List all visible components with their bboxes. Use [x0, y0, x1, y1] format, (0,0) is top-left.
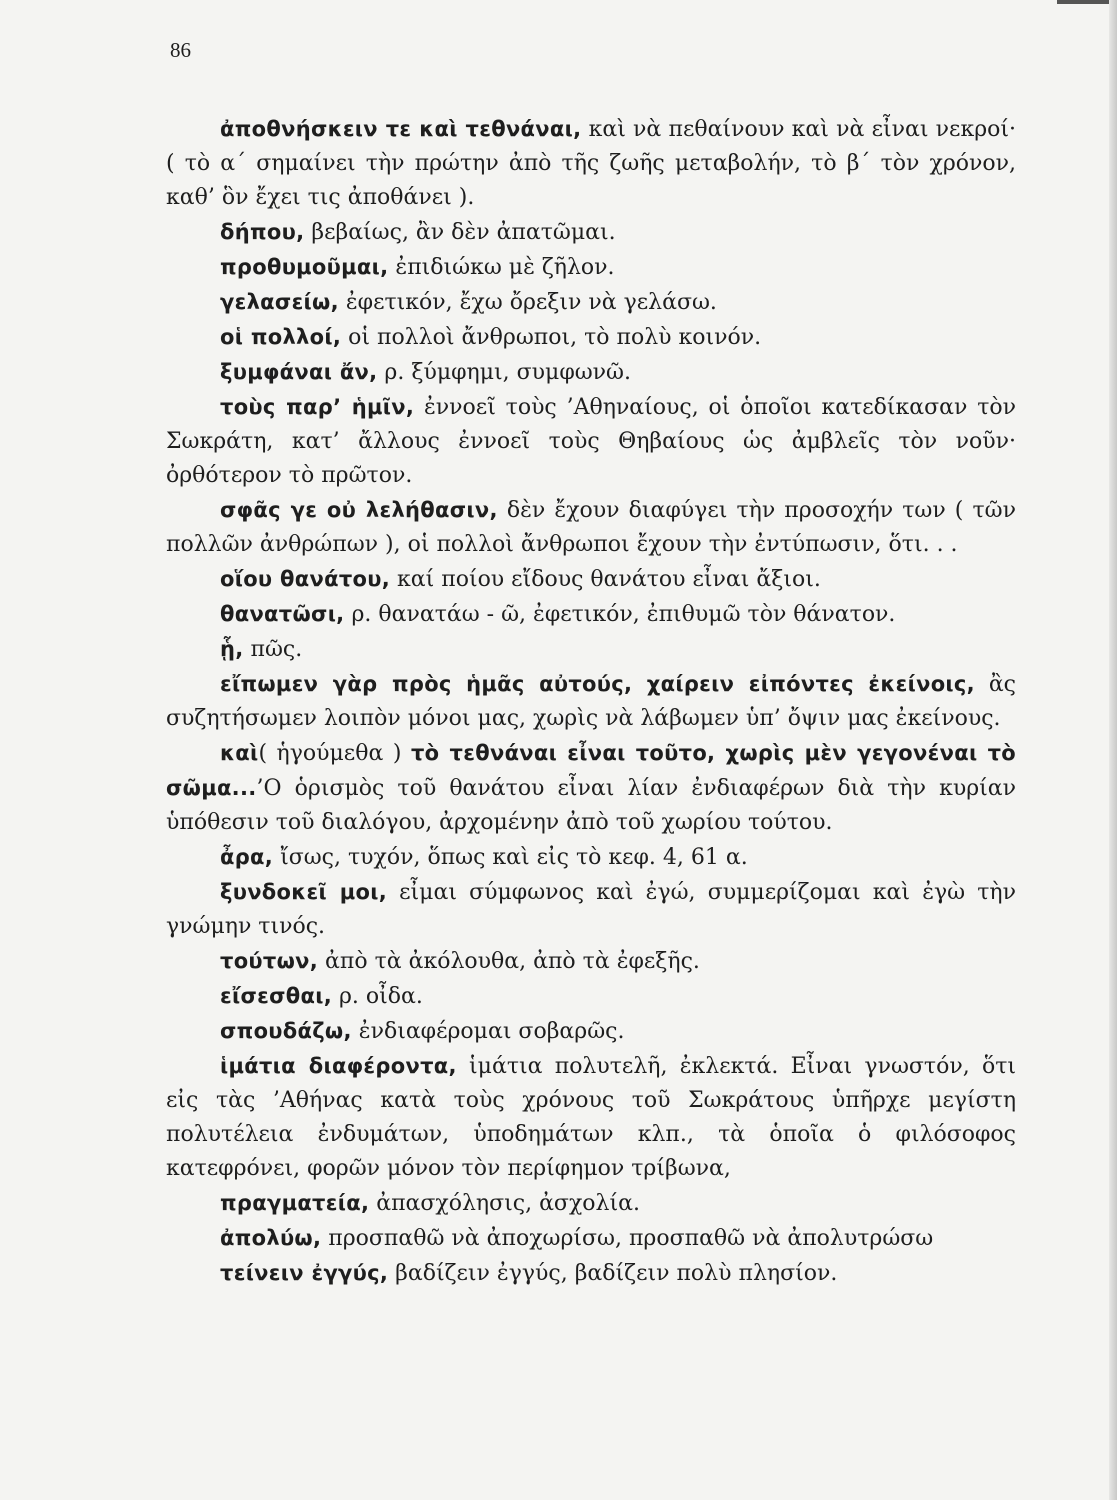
- glossary-entry: [166, 493, 1016, 562]
- glossary-entry: [166, 215, 1016, 250]
- gloss: βεβαίως, ἂν δὲν ἀπατῶμαι.: [304, 220, 616, 245]
- gloss: ἴσως, τυχόν, ὅπως καὶ εἰς τὸ κεφ. 4, 61 α.: [273, 845, 748, 870]
- lemma: ἱμάτια διαφέροντα,: [220, 1054, 457, 1078]
- lemma: ἀποθνήσκειν τε καὶ τεθνάναι,: [220, 117, 582, 141]
- lemma: προθυμοῦμαι,: [220, 255, 389, 279]
- glossary-entry: [166, 250, 1016, 285]
- gloss: ἐνδιαφέρομαι σοβαρῶς.: [351, 1019, 625, 1044]
- glossary-entry: [166, 390, 1016, 493]
- lemma: ᾗ,: [220, 637, 244, 661]
- glossary-entry: [166, 840, 1016, 875]
- glossary-entry: [166, 562, 1016, 597]
- glossary-entry: [166, 875, 1016, 944]
- glossary-entry: [166, 597, 1016, 632]
- glossary-entry: [166, 632, 1016, 667]
- gloss: οἱ πολλοὶ ἄνθρωποι, τὸ πολὺ κοινόν.: [341, 325, 762, 350]
- lemma: οἱ πολλοί,: [220, 325, 342, 349]
- gloss: ἐπιδιώκω μὲ ζῆλον.: [388, 255, 615, 280]
- lemma: καὶ: [220, 741, 259, 765]
- lemma: τείνειν ἐγγύς,: [220, 1261, 389, 1285]
- gloss: εἶμαι σύμφωνος καὶ ἐγώ, συμμερίζομαι καὶ ἐγὼ τὴν γνώμην τινός.: [166, 880, 1016, 939]
- lemma: δήπου,: [220, 220, 305, 244]
- lemma: τοὺς παρ’ ἡμῖν,: [220, 395, 415, 419]
- glossary-entry: [166, 320, 1016, 355]
- lemma: ξυμφάναι ἄν,: [220, 360, 378, 384]
- lemma: οἵου θανάτου,: [220, 567, 391, 591]
- gloss: ἐφετικόν, ἔχω ὄρεξιν νὰ γελάσω.: [338, 290, 717, 315]
- gloss: καί ποίου εἴδους θανάτου εἶναι ἄξιοι.: [390, 567, 821, 592]
- gloss: ἂς συζητήσωμεν λοιπὸν μόνοι μας, χωρὶς νὰ λάβωμεν ὑπ’ ὄψιν μας ἐκείνους.: [166, 672, 1016, 731]
- glossary-entry: [166, 1049, 1016, 1186]
- gloss: ’Ο ὁρισμὸς τοῦ θανάτου εἶναι λίαν ἐνδιαφέρων διὰ τὴν κυρίαν ὑπόθεσιν τοῦ διαλόγου, ἀρχομένην ἀπὸ τοῦ χωρίου τούτου.: [166, 776, 1016, 835]
- page-edge-top: [1057, 0, 1117, 4]
- glossary-entry: [166, 1221, 1016, 1256]
- glossary-entry: [166, 736, 1016, 840]
- lemma: θανατῶσι,: [220, 602, 345, 626]
- gloss: πῶς.: [243, 637, 303, 662]
- glossary-entry: [166, 944, 1016, 979]
- glossary-text: [166, 112, 1016, 1291]
- glossary-entry: [166, 1186, 1016, 1221]
- glossary-entry: [166, 355, 1016, 390]
- lemma: γελασείω,: [220, 290, 339, 314]
- lemma: ἀπολύω,: [220, 1226, 322, 1250]
- page-number: 86: [170, 38, 191, 62]
- gloss: ἀπασχόλησις, ἀσχολία.: [369, 1191, 640, 1216]
- gloss: ρ. οἶδα.: [332, 984, 423, 1009]
- gloss: προσπαθῶ νὰ ἀποχωρίσω, προσπαθῶ νὰ ἀπολυτρώσω: [321, 1226, 934, 1251]
- lemma: ξυνδοκεῖ μοι,: [220, 880, 387, 904]
- gloss: ( ἡγούμεθα ): [258, 741, 411, 766]
- lemma: εἴπωμεν γὰρ πρὸς ἡμᾶς αὐτούς, χαίρειν εἰπόντες ἐκείνοις,: [220, 672, 975, 696]
- gloss: καὶ νὰ πεθαίνουν καὶ νὰ εἶναι νεκροί· ( τὸ α΄ σημαίνει τὴν πρώτην ἀπὸ τῆς ζωῆς μεταβολήν, τὸ β΄ τὸν χρόνον, καθ’ ὃν ἔχει τις ἀποθάνει ).: [166, 117, 1016, 210]
- lemma: ἆρα,: [220, 845, 274, 869]
- gloss: ρ. θανατάω - ῶ, ἐφετικόν, ἐπιθυμῶ τὸν θάνατον.: [344, 602, 896, 627]
- gloss: ἱμάτια πολυτελῆ, ἐκλεκτά. Εἶναι γνωστόν, ὅτι εἰς τὰς ’Αθήνας κατὰ τοὺς χρόνους τοῦ Σωκράτους ὑπῆρχε μεγίστη πολυτέλεια ἐνδυμάτων, ὑποδημάτων κλπ., τὰ ὁποῖα ὁ φιλόσοφος κατεφρόνει, φορῶν μόνον τὸν περίφημον τρίβωνα,: [166, 1054, 1016, 1181]
- lemma: πραγματεία,: [220, 1191, 370, 1215]
- lemma: εἴσεσθαι,: [220, 984, 332, 1008]
- gloss: ἀπὸ τὰ ἀκόλουθα, ἀπὸ τὰ ἐφεξῆς.: [318, 949, 700, 974]
- lemma: τὸ τεθνάναι εἶναι τοῦτο, χωρὶς μὲν γεγονέναι τὸ σῶμα...: [166, 741, 1017, 800]
- lemma: τούτων,: [220, 949, 319, 973]
- page-edge-right: [1109, 0, 1117, 1500]
- glossary-entry: [166, 285, 1016, 320]
- glossary-entry: [166, 112, 1016, 215]
- lemma: σπουδάζω,: [220, 1019, 352, 1043]
- gloss: ρ. ξύμφημι, συμφωνῶ.: [377, 360, 631, 385]
- glossary-entry: [166, 667, 1016, 736]
- gloss: βαδίζειν ἐγγύς, βαδίζειν πολὺ πλησίον.: [388, 1261, 838, 1286]
- glossary-entry: [166, 1256, 1016, 1291]
- gloss: ἐννοεῖ τοὺς ’Αθηναίους, οἱ ὁποῖοι κατεδίκασαν τὸν Σωκράτη, κατ’ ἄλλους ἐννοεῖ τοὺς Θηβαίους ὡς ἀμβλεῖς τὸν νοῦν· ὀρθότερον τὸ πρῶτον.: [166, 395, 1016, 488]
- glossary-entry: [166, 979, 1016, 1014]
- gloss: δὲν ἔχουν διαφύγει τὴν προσοχήν των ( τῶν πολλῶν ἀνθρώπων ), οἱ πολλοὶ ἄνθρωποι ἔχουν τὴν ἐντύπωσιν, ὅτι. . .: [166, 498, 1016, 557]
- lemma: σφᾶς γε οὐ λελήθασιν,: [220, 498, 498, 522]
- glossary-entry: [166, 1014, 1016, 1049]
